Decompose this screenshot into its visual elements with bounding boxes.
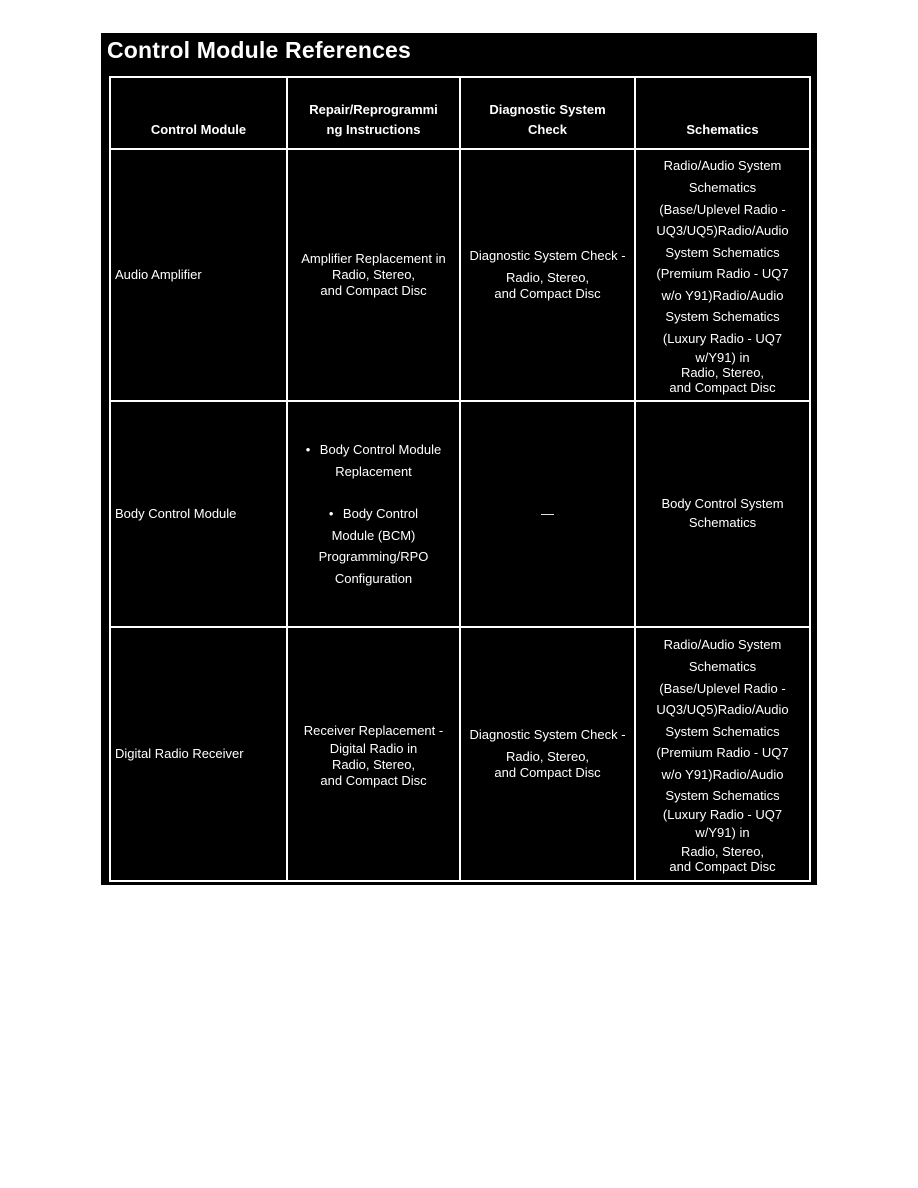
bullet-icon: •	[305, 442, 311, 457]
diagnostic-link-digital-radio[interactable]: Diagnostic System Check - Radio, Stereo, and Compact Disc	[460, 627, 635, 881]
table-row-body-control-module	[110, 401, 810, 627]
header-schematics: Schematics	[635, 77, 810, 149]
module-name-cell	[110, 401, 287, 627]
header-control-module: Control Module	[110, 77, 287, 149]
header-diagnostic-check: Diagnostic System Check	[460, 77, 635, 149]
repair-link-bcm-replacement[interactable]: • Body Control Module Replacement	[292, 439, 455, 482]
module-name-cell	[110, 627, 287, 881]
diagnostic-cell-empty	[460, 401, 635, 627]
module-name: Audio Amplifier	[115, 267, 202, 282]
repair-link-receiver-replacement[interactable]: Receiver Replacement - Digital Radio in Radio, Stereo, and Compact Disc	[287, 627, 460, 881]
schematics-link-body-control[interactable]: Body Control System Schematics	[635, 401, 810, 627]
diagnostic-link-audio-amplifier[interactable]: Diagnostic System Check - Radio, Stereo, and Compact Disc	[460, 149, 635, 401]
module-name-cell	[110, 149, 287, 401]
header-repair-instructions: Repair/Reprogrammi ng Instructions	[287, 77, 460, 149]
schematics-link-audio-amplifier[interactable]: Radio/Audio System Schematics (Base/Uplevel Radio - UQ3/UQ5)Radio/Audio System Schematics (Premium Radio - UQ7 w/o Y91)Radio/Audio System Schematics (Luxury Radio - UQ7 w/Y91) in Radio, Stereo, and Compact Disc	[635, 149, 810, 401]
bullet-icon: •	[328, 506, 334, 521]
repair-list-cell	[287, 401, 460, 627]
repair-link-amplifier-replacement[interactable]: Amplifier Replacement in Radio, Stereo, and Compact Disc	[287, 149, 460, 401]
empty-dash: —	[541, 506, 554, 521]
control-module-table	[109, 76, 811, 882]
module-name: Body Control Module	[115, 506, 237, 521]
table-row-digital-radio-receiver	[110, 627, 810, 881]
page-title: Control Module References	[107, 37, 412, 63]
table-row-audio-amplifier	[110, 149, 810, 401]
repair-list	[292, 439, 455, 589]
schematics-link-digital-radio[interactable]: Radio/Audio System Schematics (Base/Uplevel Radio - UQ3/UQ5)Radio/Audio System Schematics (Premium Radio - UQ7 w/o Y91)Radio/Audio System Schematics (Luxury Radio - UQ7 w/Y91) in Radio, Stereo, and Compact Disc	[635, 627, 810, 881]
table-header-row	[110, 77, 810, 149]
module-name: Digital Radio Receiver	[115, 746, 244, 761]
repair-link-bcm-programming[interactable]: • Body Control Module (BCM) Programming/RPO Configuration	[292, 503, 455, 589]
document-panel	[101, 33, 817, 885]
